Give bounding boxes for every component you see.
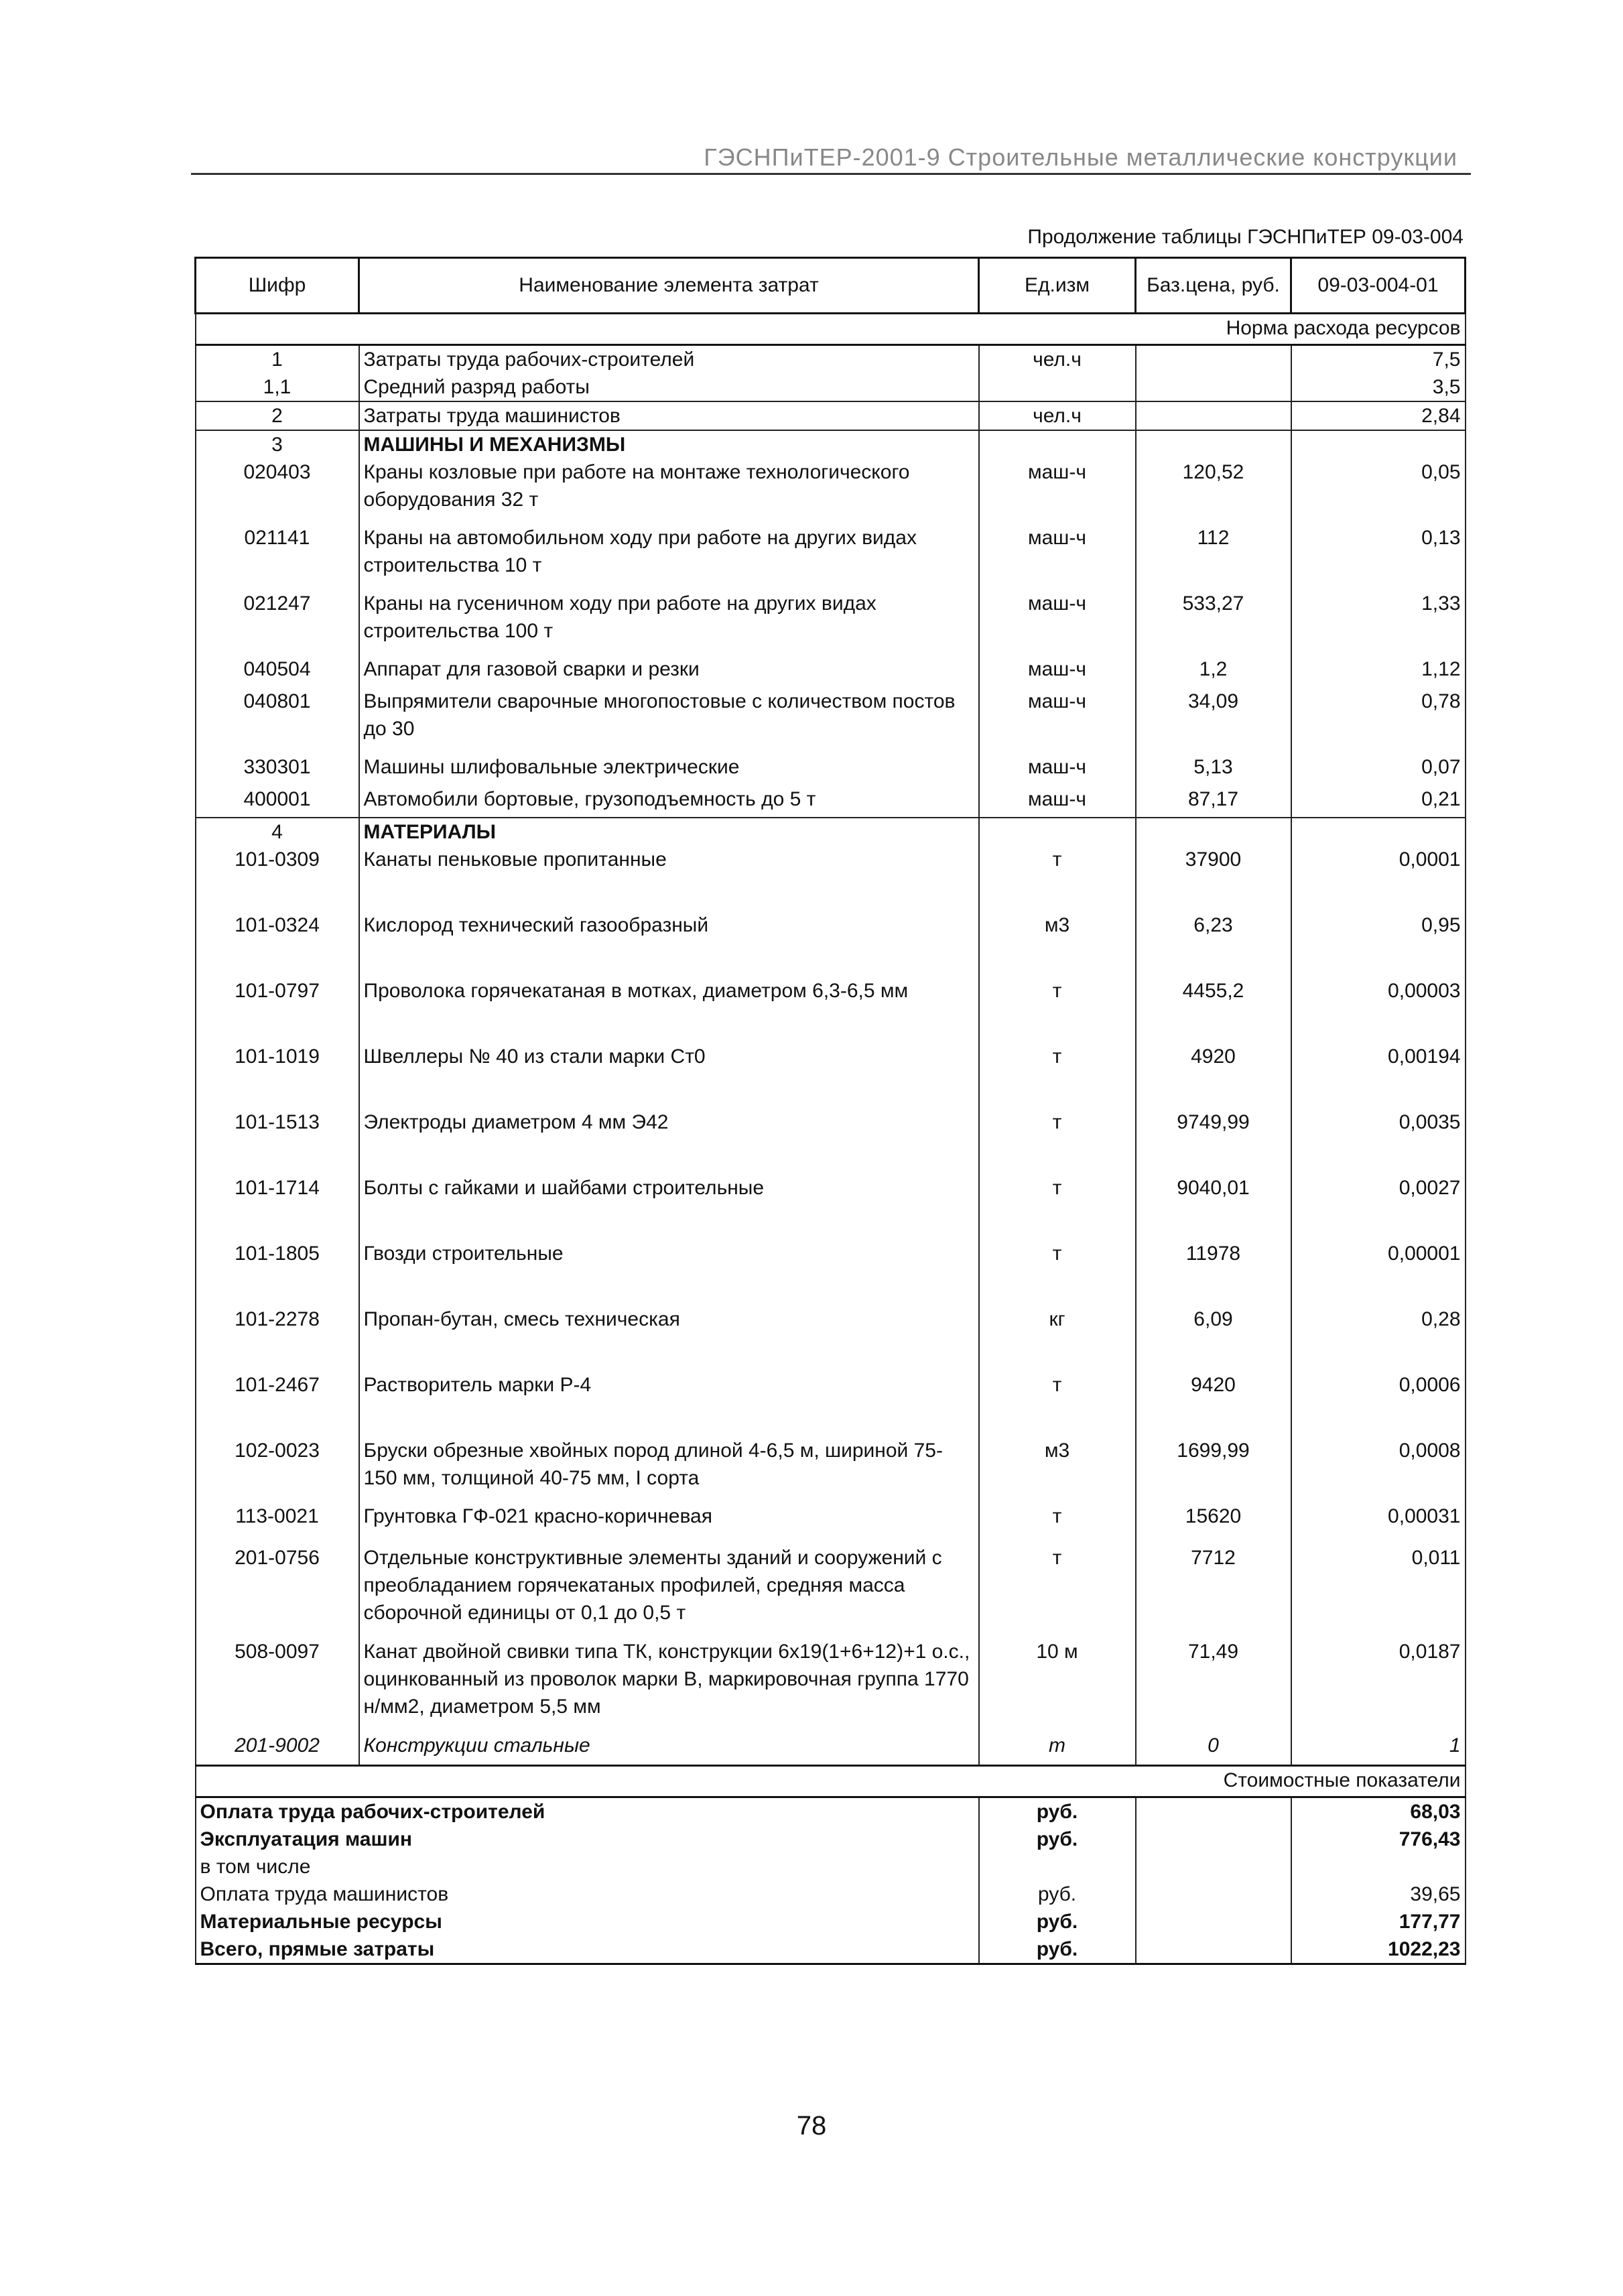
cost-label: Оплата труда машинистов [196,1880,979,1908]
row-price: 112 [1136,524,1291,590]
cost-row [196,1908,1466,1935]
row-code: 101-1805 [196,1240,359,1305]
table-row [196,1437,1466,1503]
table-row [196,1371,1466,1437]
page-number: 78 [796,2111,827,2141]
cost-label: Всего, прямые затраты [196,1935,979,1964]
row-value: 0,95 [1291,911,1466,977]
cost-unit: руб. [979,1908,1136,1935]
row-price: 120,52 [1136,458,1291,524]
row-name: Выпрямители сварочные многопостовые с количеством постов до 30 [359,688,979,753]
table-row [196,753,1466,785]
row-value: 0,00001 [1291,1240,1466,1305]
row-price: 4455,2 [1136,977,1291,1043]
row-name: Грунтовка ГФ-021 красно-коричневая [359,1503,979,1544]
row-value: 0,0027 [1291,1174,1466,1240]
row-name: Проволока горячекатаная в мотках, диаметром 6,3-6,5 мм [359,977,979,1043]
row-value: 0,00003 [1291,977,1466,1043]
table-row [196,524,1466,590]
table-row [196,655,1466,688]
row-price: 71,49 [1136,1638,1291,1732]
row-code: 330301 [196,753,359,785]
row-value: 0,0035 [1291,1108,1466,1174]
row-code: 1 [196,345,359,374]
cost-unit: руб. [979,1935,1136,1964]
row-unit: маш-ч [979,753,1136,785]
row-price: 34,09 [1136,688,1291,753]
row-unit: т [979,1732,1136,1765]
table-row [196,785,1466,818]
running-header-text: ГЭСНПиТЕР-2001-9 Строительные металлические конструкции [704,143,1457,171]
table-row [196,977,1466,1043]
row-code: 1,1 [196,373,359,401]
row-unit [979,373,1136,401]
row-unit: т [979,1240,1136,1305]
row-unit: 10 м [979,1638,1136,1732]
row-code: 021141 [196,524,359,590]
row-value: 3,5 [1291,373,1466,401]
cost-label: Эксплуатация машин [196,1826,979,1853]
cost-value: 39,65 [1291,1880,1466,1908]
row-code: 021247 [196,590,359,655]
row-name: Канат двойной свивки типа ТК, конструкции 6х19(1+6+12)+1 о.с., оцинкованный из проволок марки В, маркировочная группа 1770 н/мм2, диаметром 5,5 мм [359,1638,979,1732]
empty-cell [979,430,1136,458]
empty-cell [1136,1797,1291,1826]
table-row [196,1174,1466,1240]
row-price: 533,27 [1136,590,1291,655]
row-name: Отдельные конструктивные элементы зданий и сооружений с преобладанием горячекатаных профилей, средняя масса сборочной единицы от 0,1 до 0,5 т [359,1544,979,1638]
row-name: Бруски обрезные хвойных пород длиной 4-6,5 м, шириной 75-150 мм, толщиной 40-75 мм, I сорта [359,1437,979,1503]
row-price: 87,17 [1136,785,1291,818]
cost-value: 68,03 [1291,1797,1466,1826]
cost-row [196,1853,1466,1880]
row-value: 0,78 [1291,688,1466,753]
row-unit: кг [979,1305,1136,1371]
table-row [196,846,1466,911]
row-code: 101-2467 [196,1371,359,1437]
row-price: 7712 [1136,1544,1291,1638]
table-row [196,345,1466,374]
row-value: 0,07 [1291,753,1466,785]
section-title: МАШИНЫ И МЕХАНИЗМЫ [359,430,979,458]
row-unit: маш-ч [979,524,1136,590]
empty-cell [1136,1908,1291,1935]
row-unit: м3 [979,911,1136,977]
row-price: 15620 [1136,1503,1291,1544]
row-value: 0,011 [1291,1544,1466,1638]
cost-value: 177,77 [1291,1908,1466,1935]
table-row [196,1240,1466,1305]
row-name: Кислород технический газообразный [359,911,979,977]
row-value: 0,00194 [1291,1043,1466,1108]
row-value: 1,33 [1291,590,1466,655]
row-value: 0,13 [1291,524,1466,590]
table-row [196,1638,1466,1732]
norm-row [196,314,1466,345]
row-price: 6,23 [1136,911,1291,977]
row-value: 0,21 [1291,785,1466,818]
row-code: 102-0023 [196,1437,359,1503]
empty-cell [1291,818,1466,846]
section-title: МАТЕРИАЛЫ [359,818,979,846]
row-price: 37900 [1136,846,1291,911]
row-value: 1 [1291,1732,1466,1765]
row-value: 0,0001 [1291,846,1466,911]
table-row [196,1108,1466,1174]
row-code: 101-0324 [196,911,359,977]
row-name: Машины шлифовальные электрические [359,753,979,785]
section-row [196,430,1466,458]
row-name: Средний разряд работы [359,373,979,401]
row-code: 101-0797 [196,977,359,1043]
row-price: 9040,01 [1136,1174,1291,1240]
row-unit: т [979,1544,1136,1638]
row-value: 2,84 [1291,401,1466,430]
row-name: Растворитель марки Р-4 [359,1371,979,1437]
header-price: Баз.цена, руб. [1136,258,1291,314]
row-unit: м3 [979,1437,1136,1503]
row-price: 4920 [1136,1043,1291,1108]
table-row [196,1043,1466,1108]
empty-cell [1136,1853,1291,1880]
row-code: 040504 [196,655,359,688]
section-code: 4 [196,818,359,846]
row-value: 0,05 [1291,458,1466,524]
cost-unit: руб. [979,1797,1136,1826]
row-value: 1,12 [1291,655,1466,688]
empty-cell [1136,1880,1291,1908]
row-name: Автомобили бортовые, грузоподъемность до 5 т [359,785,979,818]
row-price: 0 [1136,1732,1291,1765]
table-row [196,1732,1466,1765]
row-code: 101-0309 [196,846,359,911]
row-unit: т [979,1043,1136,1108]
row-code: 508-0097 [196,1638,359,1732]
table-row [196,401,1466,430]
row-unit: т [979,846,1136,911]
row-code: 201-9002 [196,1732,359,1765]
row-name: Затраты труда машинистов [359,401,979,430]
table-header-row [196,258,1466,314]
row-value: 0,00031 [1291,1503,1466,1544]
table-row [196,911,1466,977]
row-code: 020403 [196,458,359,524]
row-price [1136,345,1291,374]
row-price [1136,401,1291,430]
cost-label: Материальные ресурсы [196,1908,979,1935]
row-code: 113-0021 [196,1503,359,1544]
row-unit: т [979,1174,1136,1240]
row-code: 101-2278 [196,1305,359,1371]
row-name: Канаты пеньковые пропитанные [359,846,979,911]
table-row [196,688,1466,753]
row-name: Электроды диаметром 4 мм Э42 [359,1108,979,1174]
header-code: Шифр [196,258,359,314]
cost-row [196,1880,1466,1908]
table-row [196,458,1466,524]
cost-label: Оплата труда рабочих-строителей [196,1797,979,1826]
row-code: 101-1019 [196,1043,359,1108]
row-code: 040801 [196,688,359,753]
row-name: Гвозди строительные [359,1240,979,1305]
cost-value: 1022,23 [1291,1935,1466,1964]
table-row [196,1544,1466,1638]
row-code: 2 [196,401,359,430]
row-value: 0,0008 [1291,1437,1466,1503]
row-code: 400001 [196,785,359,818]
row-code: 101-1513 [196,1108,359,1174]
row-unit: чел.ч [979,401,1136,430]
empty-cell [1136,818,1291,846]
row-name: Аппарат для газовой сварки и резки [359,655,979,688]
header-rate: 09-03-004-01 [1291,258,1466,314]
cost-label: в том числе [196,1853,979,1880]
cost-row [196,1935,1466,1964]
row-unit: маш-ч [979,458,1136,524]
row-unit: т [979,1108,1136,1174]
table-row [196,590,1466,655]
cost-unit: руб. [979,1826,1136,1853]
section-row [196,818,1466,846]
header-unit: Ед.изм [979,258,1136,314]
cost-value: 776,43 [1291,1826,1466,1853]
resource-table [194,257,1466,1965]
row-value: 7,5 [1291,345,1466,374]
row-unit: маш-ч [979,785,1136,818]
row-price: 1699,99 [1136,1437,1291,1503]
row-name: Пропан-бутан, смесь техническая [359,1305,979,1371]
row-unit: маш-ч [979,590,1136,655]
empty-cell [1136,430,1291,458]
row-unit: маш-ч [979,688,1136,753]
row-unit: чел.ч [979,345,1136,374]
row-unit: маш-ч [979,655,1136,688]
row-value: 0,0187 [1291,1638,1466,1732]
empty-cell [1136,1826,1291,1853]
table-row [196,373,1466,401]
table-row [196,1503,1466,1544]
row-price: 9420 [1136,1371,1291,1437]
row-price [1136,373,1291,401]
row-code: 201-0756 [196,1544,359,1638]
cost-header-label: Стоимостные показатели [196,1765,1466,1797]
row-name: Краны козловые при работе на монтаже технологического оборудования 32 т [359,458,979,524]
empty-cell [979,818,1136,846]
cost-unit: руб. [979,1880,1136,1908]
row-name: Конструкции стальные [359,1732,979,1765]
row-price: 11978 [1136,1240,1291,1305]
row-price: 1,2 [1136,655,1291,688]
row-name: Краны на автомобильном ходу при работе на других видах строительства 10 т [359,524,979,590]
row-code: 101-1714 [196,1174,359,1240]
table-caption: Продолжение таблицы ГЭСНПиТЕР 09-03-004 [1027,226,1464,248]
row-price: 5,13 [1136,753,1291,785]
empty-cell [1136,1935,1291,1964]
row-unit: т [979,1371,1136,1437]
cost-unit [979,1853,1136,1880]
row-unit: т [979,1503,1136,1544]
row-value: 0,0006 [1291,1371,1466,1437]
running-header [191,142,1471,175]
empty-cell [1291,430,1466,458]
row-name: Затраты труда рабочих-строителей [359,345,979,374]
row-unit: т [979,977,1136,1043]
norm-label: Норма расхода ресурсов [196,314,1466,345]
row-value: 0,28 [1291,1305,1466,1371]
row-name: Краны на гусеничном ходу при работе на других видах строительства 100 т [359,590,979,655]
row-price: 6,09 [1136,1305,1291,1371]
cost-row [196,1826,1466,1853]
section-code: 3 [196,430,359,458]
table-row [196,1305,1466,1371]
header-name: Наименование элемента затрат [359,258,979,314]
cost-value [1291,1853,1466,1880]
row-name: Швеллеры № 40 из стали марки Ст0 [359,1043,979,1108]
row-name: Болты с гайками и шайбами строительные [359,1174,979,1240]
row-price: 9749,99 [1136,1108,1291,1174]
cost-header-row [196,1765,1466,1797]
cost-row [196,1797,1466,1826]
